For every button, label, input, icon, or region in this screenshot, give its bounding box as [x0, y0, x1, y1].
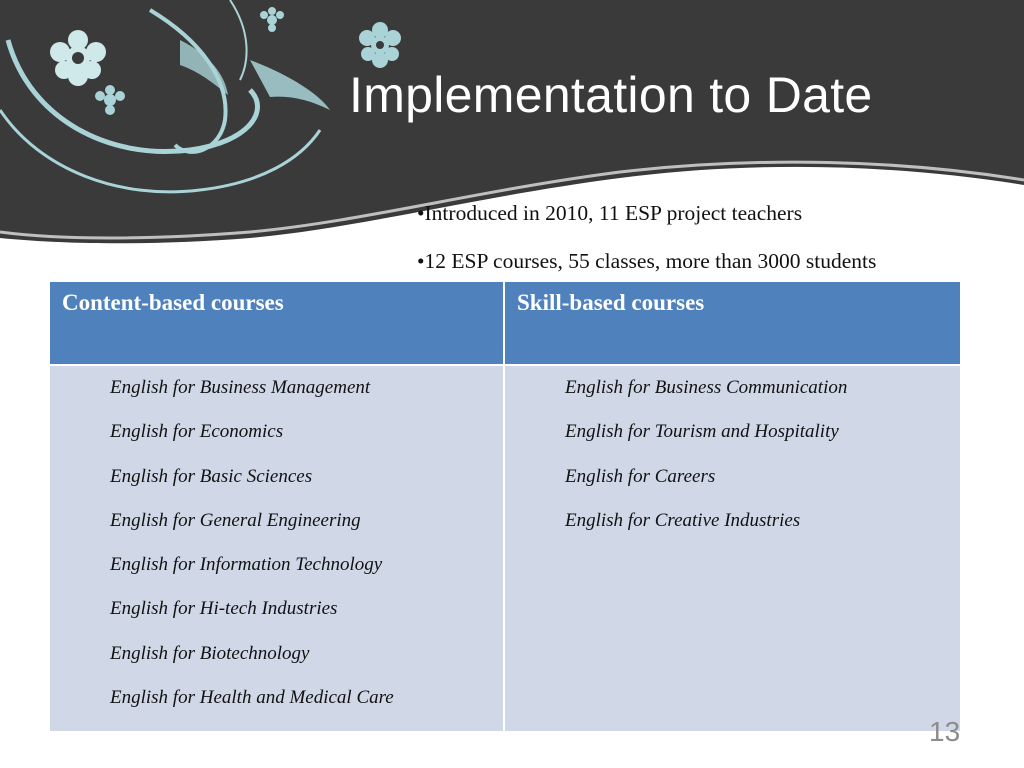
bullet-item: •12 ESP courses, 55 classes, more than 3000 students — [417, 249, 877, 273]
course-item: English for Creative Industries — [565, 509, 801, 531]
course-item: English for Basic Sciences — [110, 465, 313, 487]
course-item: English for Hi-tech Industries — [110, 598, 338, 620]
page-number: 13 — [929, 716, 961, 747]
table-row — [49, 365, 961, 732]
course-item: English for Business Management — [110, 377, 371, 398]
course-item: English for Careers — [565, 465, 716, 487]
course-item: English for Business Communication — [565, 377, 848, 398]
course-item: English for Information Technology — [110, 554, 383, 576]
course-item: English for Biotechnology — [110, 642, 310, 664]
course-item: English for Tourism and Hospitality — [565, 421, 839, 443]
courses-table — [48, 280, 962, 733]
bullet-item: •Introduced in 2010, 11 ESP project teachers — [417, 201, 803, 225]
skill-based-cell — [504, 365, 961, 732]
content-based-cell — [49, 365, 504, 732]
table-header-row — [49, 281, 961, 365]
content-based-header: Content-based courses — [49, 281, 504, 365]
course-item: English for Health and Medical Care — [110, 687, 394, 709]
skill-based-header: Skill-based courses — [504, 281, 961, 365]
course-item: English for General Engineering — [110, 509, 361, 531]
course-item: English for Economics — [110, 421, 284, 443]
slide-title: Implementation to Date — [349, 67, 873, 123]
